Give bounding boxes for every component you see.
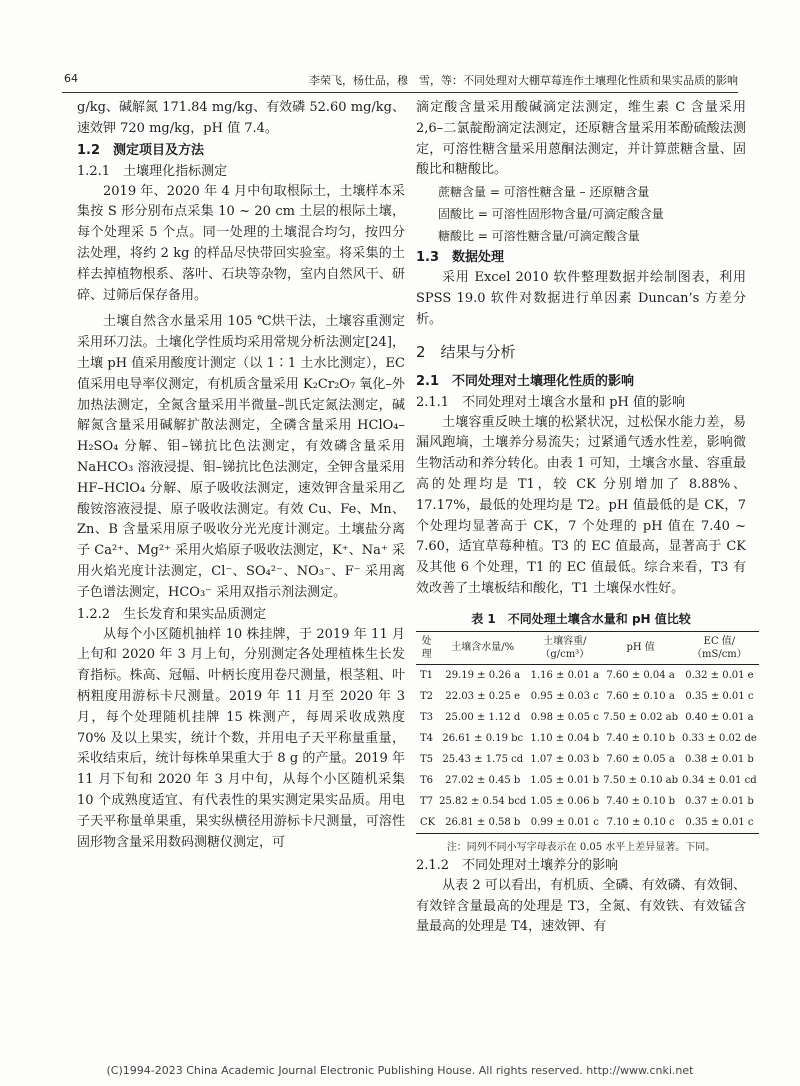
table-cell: 0.98 ± 0.05 c (530, 711, 599, 723)
table-row (416, 686, 759, 707)
table-cell: 0.35 ± 0.01 c (685, 690, 754, 702)
table-cell: T4 (420, 732, 434, 744)
table-cell: T1 (420, 669, 434, 681)
table-row (416, 791, 759, 812)
table-cell: 7.10 ± 0.10 c (606, 816, 675, 828)
table-cell: 25.43 ± 1.75 cd (442, 753, 524, 765)
table-cell: 25.00 ± 1.12 d (445, 711, 521, 723)
table-header-row (416, 631, 759, 664)
page-number: 64 (64, 72, 78, 85)
table-row (416, 770, 759, 791)
formula-sucrose: 蔗糖含量 = 可溶性糖含量 – 还原糖含量 (438, 185, 650, 200)
subsection-heading-2-1-1: 2.1.1 不同处理对土壤含水量和 pH 值的影响 (416, 394, 686, 410)
table-cell: 1.05 ± 0.01 b (530, 774, 600, 786)
table-cell: 1.16 ± 0.01 a (530, 669, 599, 681)
table-cell: 0.38 ± 0.01 b (684, 753, 754, 765)
table-header: EC 值/（mS/cm） (692, 635, 747, 660)
table-cell: T7 (420, 795, 434, 807)
paragraph-results-1: 土壤容重反映土壤的松紧状况，过松保水能力差，易漏风跑墒，土壤养分易流失；过紧通气透水性差，影响微生物活动和养分转化。由表 1 可知，土壤含水量、容重最高的处理均是 T1，较 CK 分别增加了 8.88%、17.17%，最低的处理均是 T2。pH 值最低的是 CK，7 个处理均显著高于 CK，7 个处理的 pH 值在 7.40 ~ 7.60，适宜草莓种植。T3 的 EC 值最高，显著高于 CK 及其他 6 个处理，T1 的 EC 值最低。综合来看，T3 有效改善了土壤板结和酸化，T1 土壤保水性好。 (416, 414, 746, 596)
table-cell: 1.05 ± 0.06 b (530, 795, 600, 807)
right-column (416, 98, 757, 938)
table-row (416, 728, 759, 749)
paragraph-continued: g/kg、碱解氮 171.84 mg/kg、有效磷 52.60 mg/kg、速效钾 720 mg/kg，pH 值 7.4。 (77, 100, 405, 136)
section-heading-2: 2 结果与分析 (416, 342, 516, 361)
copyright-footer: (C)1994-2023 China Academic Journal Electronic Publishing House. All rights reserved. http://www.cnki.net (106, 1064, 694, 1077)
table-cell: 0.99 ± 0.01 c (530, 816, 599, 828)
table-cell: 7.50 ± 0.10 ab (603, 774, 679, 786)
table-cell: 7.60 ± 0.10 a (606, 690, 675, 702)
paragraph-results-2: 从表 2 可以看出，有机质、全磷、有效磷、有效铜、有效锌含量最高的处理是 T3，全氮、有效铁、有效锰含量最高的处理是 T4，速效钾、有 (416, 877, 746, 935)
table-cell: 0.32 ± 0.01 e (685, 669, 754, 681)
page-header (62, 70, 738, 93)
table-cell: CK (420, 816, 436, 828)
formula-sugar-acid-ratio: 糖酸比 = 可溶性糖含量/可滴定酸含量 (438, 229, 640, 244)
paragraph-growth: 从每个小区随机抽样 10 株挂牌，于 2019 年 11 月上旬和 2020 年 3 月上旬，分别测定各处理植株生长发育指标。株高、冠幅、叶柄长度用卷尺测量，根茎粗、叶柄粗度用游标卡尺测量。2019 年 11 月至 2020 年 3 月，每个处理随机挂牌 15 株测产，每周采收成熟度 70% 及以上果实，统计个数，并用电子天平称量重量，采收结束后，统计每株单果重大于 8 g 的产量。2019 年 11 月下旬和 2020 年 3 月中旬，从每个小区随机采集 10 个成熟度适宜、有代表性的果实测定果实品质。用电子天平称量单果重，果实纵横径用游标卡尺测量，可溶性固形物含量采用数码测糖仪测定，可 (77, 626, 405, 850)
subsection-heading-1-2-2: 1.2.2 生长发育和果实品质测定 (77, 606, 267, 622)
table-cell: 0.37 ± 0.01 b (684, 795, 754, 807)
table-header: 土壤容重/（g/cm³） (540, 635, 590, 660)
table-cell: T2 (420, 690, 434, 702)
running-title: 李荣飞，杨仕品，穆 雪，等：不同处理对大棚草莓连作土壤理化性质和果实品质的影响 (309, 74, 738, 87)
subsection-heading-2-1-2: 2.1.2 不同处理对土壤养分的影响 (416, 857, 619, 873)
table-header: 土壤含水量/% (451, 642, 515, 654)
table-cell: 0.40 ± 0.01 a (685, 711, 754, 723)
table-cell: T6 (420, 774, 434, 786)
table-cell: T3 (420, 711, 434, 723)
table-cell: 26.61 ± 0.19 bc (442, 732, 524, 744)
table-cell: 7.60 ± 0.05 a (606, 753, 675, 765)
section-heading-1-2: 1.2 测定项目及方法 (77, 142, 205, 158)
table-header: 处理 (421, 635, 432, 660)
table-header: pH 值 (626, 642, 655, 654)
table-cell: 7.40 ± 0.10 b (606, 732, 676, 744)
table-title: 表 1 不同处理土壤含水量和 pH 值比较 (471, 611, 691, 626)
table-cell: 7.40 ± 0.10 b (606, 795, 676, 807)
table-cell: 27.02 ± 0.45 b (445, 774, 521, 786)
section-heading-1-3: 1.3 数据处理 (416, 250, 505, 266)
table-cell: 0.35 ± 0.01 c (685, 816, 754, 828)
soil-table (416, 631, 759, 834)
table-cell: 0.34 ± 0.01 cd (682, 774, 757, 786)
table-cell: 26.81 ± 0.58 b (445, 816, 521, 828)
table-row (416, 664, 759, 686)
paragraph-data-processing: 采用 Excel 2010 软件整理数据并绘制图表，利用 SPSS 19.0 软件对数据进行单因素 Duncan’s 方差分析。 (416, 270, 746, 327)
table-cell: 0.95 ± 0.03 c (530, 690, 599, 702)
paragraph-sampling: 2019 年、2020 年 4 月中旬取根际土，土壤样本采集按 S 形分别布点采集 10 ~ 20 cm 土层的根际土壤，每个处理采 5 个点。同一处理的土壤混合均匀，按四分法处理，将约 2 kg 的样品尽快带回实验室。将采集的土样去掉植物根系、落叶、石块等杂物，室内自然风干、研碎、过筛后保存备用。 (77, 183, 405, 303)
table-cell: 1.07 ± 0.03 b (530, 753, 600, 765)
table-cell: 29.19 ± 0.26 a (445, 669, 521, 681)
table-note: 注：同列不同小写字母表示在 0.05 水平上差异显著。下同。 (446, 841, 716, 853)
table-row (416, 812, 759, 834)
table-cell: 0.33 ± 0.02 de (682, 732, 757, 744)
left-column (77, 98, 405, 853)
table-cell: 25.82 ± 0.54 bcd (439, 795, 527, 807)
paragraph-methods: 土壤自然含水量采用 105 ℃烘干法，土壤容重测定采用环刀法。土壤化学性质均采用常规分析法测定[24]，土壤 pH 值采用酸度计测定（以 1∶1 土水比测定），EC 值采用电导率仪测定，有机质含量采用 K₂Cr₂O₇ 氧化–外加热法测定，全氮含量采用半微量–凯氏定氮法测定，碱解氮含量采用碱解扩散法测定，全磷含量采用 HClO₄–H₂SO₄ 分解、钼–锑抗比色法测定，有效磷含量采用 NaHCO₃ 溶液浸提、钼–锑抗比色法测定，全钾含量采用 HF–HClO₄ 分解、原子吸收法测定，速效钾含量采用乙酸铵溶液浸提、原子吸收法测定。有效 Cu、Fe、Mn、Zn、B 含量采用原子吸收分光光度计测定。土壤盐分离子 Ca²⁺、Mg²⁺ 采用火焰原子吸收法测定，K⁺、Na⁺ 采用火焰光度计法测定，Cl⁻、SO₄²⁻、NO₃⁻、F⁻ 采用离子色谱法测定，HCO₃⁻ 采用双指示剂法测定。 (77, 314, 405, 600)
table-cell: T5 (420, 753, 434, 765)
paragraph-continued-right: 滴定酸含量采用酸碱滴定法测定，维生素 C 含量采用 2,6–二氯靛酚滴定法测定，还原糖含量采用苯酚硫酸法测定，可溶性糖含量采用蒽酮法测定，并计算蔗糖含量、固酸比和糖酸比。 (416, 100, 746, 178)
subsection-heading-1-2-1: 1.2.1 土壤理化指标测定 (77, 163, 228, 179)
table-row (416, 707, 759, 728)
table-row (416, 749, 759, 770)
section-heading-2-1: 2.1 不同处理对土壤理化性质的影响 (416, 373, 635, 389)
table-cell: 7.60 ± 0.04 a (606, 669, 675, 681)
table-cell: 7.50 ± 0.02 ab (603, 711, 679, 723)
table-cell: 22.03 ± 0.25 e (445, 690, 521, 702)
table-cell: 1.10 ± 0.04 b (530, 732, 600, 744)
formula-solid-acid-ratio: 固酸比 = 可溶性固形物含量/可滴定酸含量 (438, 207, 664, 222)
